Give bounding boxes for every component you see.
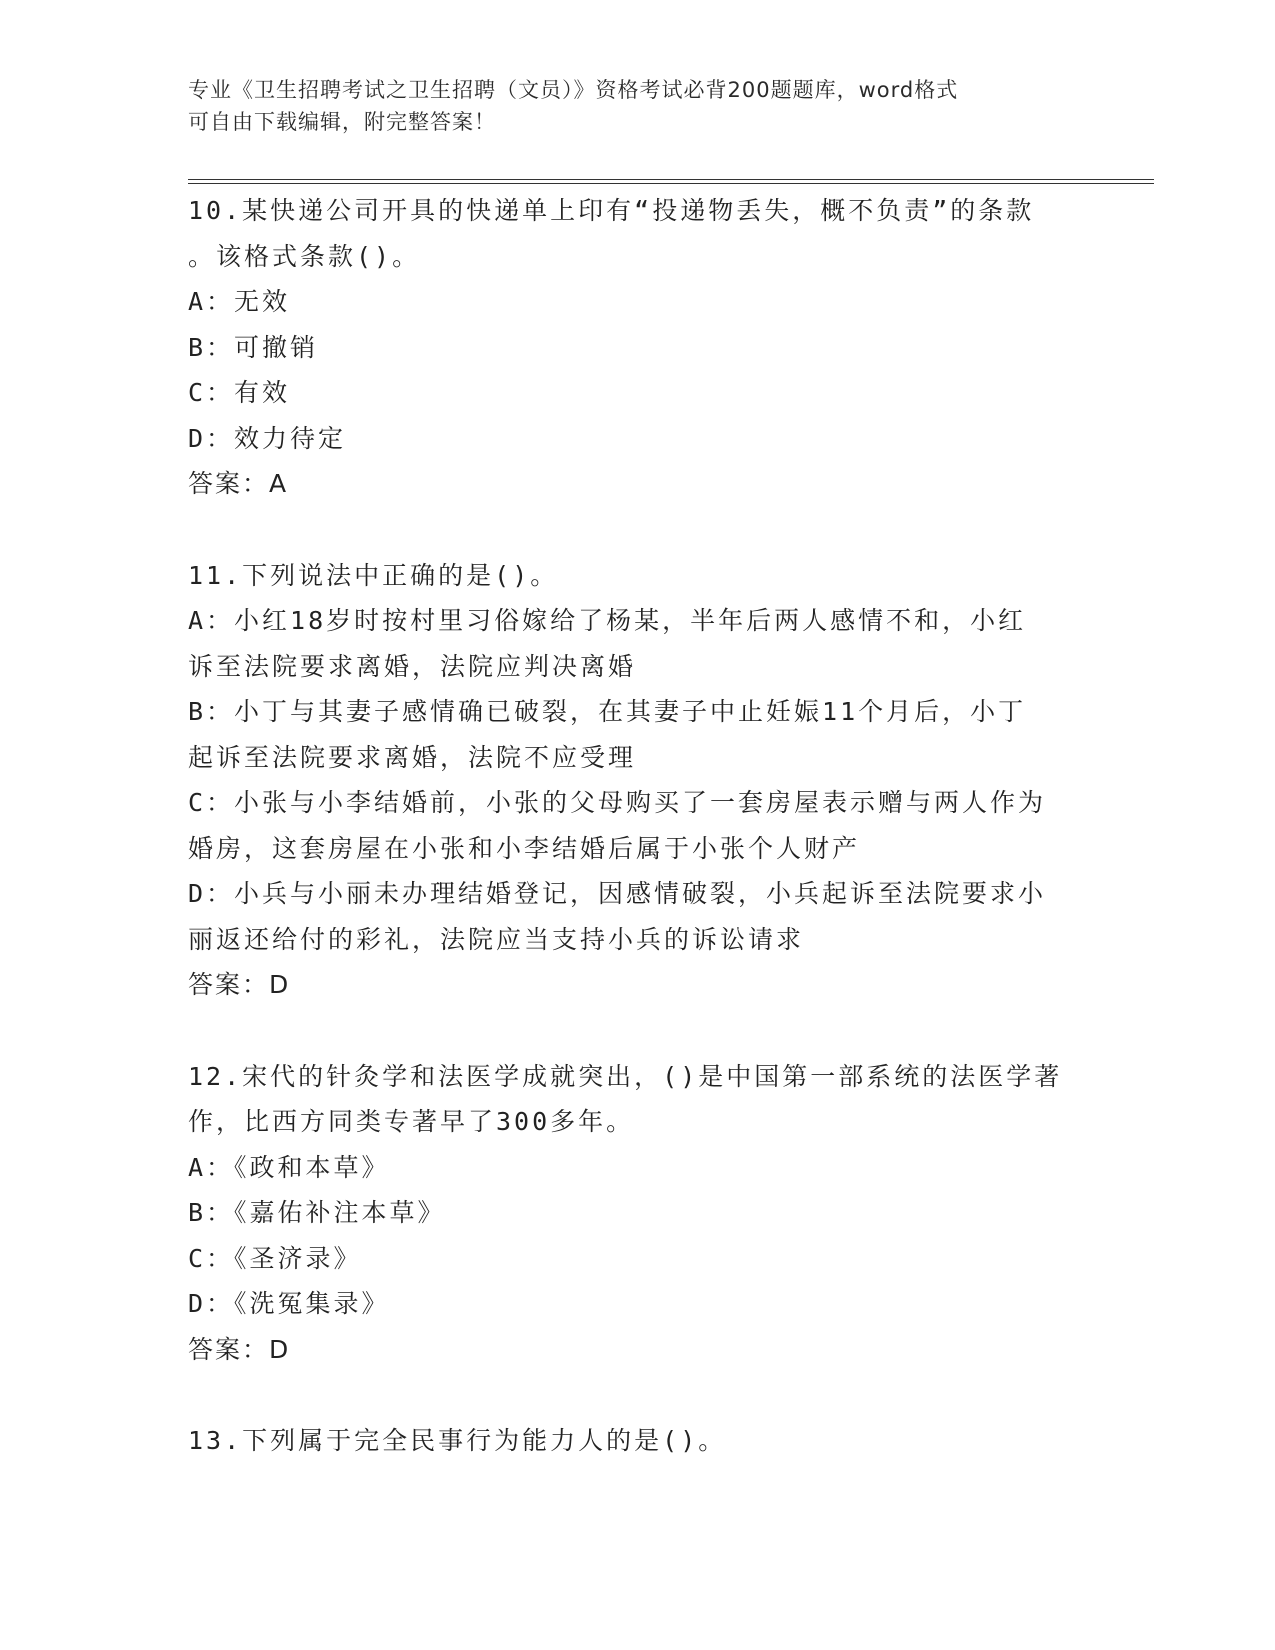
option-line: 诉至法院要求离婚，法院应判决离婚 xyxy=(188,651,637,681)
option-line: A：《政和本草》 xyxy=(188,1152,390,1182)
header-line-2: 可自由下载编辑，附完整答案！ xyxy=(188,110,496,134)
answer-line: 答案：A xyxy=(188,469,289,498)
question-stem-line: 13.下列属于完全民事行为能力人的是()。 xyxy=(188,1426,727,1455)
option-line: A：无效 xyxy=(188,287,291,316)
question-block xyxy=(188,188,1088,507)
question-stem-line: 11.下列说法中正确的是()。 xyxy=(188,560,559,590)
option-line: D：小兵与小丽未办理结婚登记，因感情破裂，小兵起诉至法院要求小 xyxy=(188,879,1047,908)
option-line: D：《洗冤集录》 xyxy=(188,1289,390,1318)
question-stem-line: 。该格式条款()。 xyxy=(188,241,421,271)
option-line: 起诉至法院要求离婚，法院不应受理 xyxy=(188,742,637,772)
question-block xyxy=(188,1054,1088,1373)
header-divider-bottom xyxy=(188,183,1154,184)
question-stem-line: 作，比西方同类专著早了300多年。 xyxy=(188,1107,635,1136)
option-line: D：效力待定 xyxy=(188,423,347,453)
answer-line: 答案：D xyxy=(188,970,291,999)
header-divider-top xyxy=(188,179,1154,180)
option-line: 婚房，这套房屋在小张和小李结婚后属于小张个人财产 xyxy=(188,833,861,863)
option-line: B：可撤销 xyxy=(188,332,319,362)
document-header xyxy=(188,74,1068,138)
header-line-1: 专业《卫生招聘考试之卫生招聘（文员）》资格考试必背200题题库，word格式 xyxy=(188,78,959,102)
answer-line: 答案：D xyxy=(188,1334,291,1364)
option-line: B：小丁与其妻子感情确已破裂，在其妻子中止妊娠11个月后，小丁 xyxy=(188,697,1027,726)
option-line: B：《嘉佑补注本草》 xyxy=(188,1198,446,1227)
question-block xyxy=(188,1418,1088,1464)
question-stem-line: 10.某快递公司开具的快递单上印有“投递物丢失，概不负责”的条款 xyxy=(188,196,1035,225)
question-list xyxy=(188,188,1088,1510)
question-block xyxy=(188,553,1088,1008)
option-line: A：小红18岁时按村里习俗嫁给了杨某，半年后两人感情不和，小红 xyxy=(188,606,1027,635)
option-line: C：有效 xyxy=(188,378,291,407)
option-line: 丽返还给付的彩礼，法院应当支持小兵的诉讼请求 xyxy=(188,924,805,954)
option-line: C：《圣济录》 xyxy=(188,1243,362,1273)
question-stem-line: 12.宋代的针灸学和法医学成就突出，()是中国第一部系统的法医学著 xyxy=(188,1061,1063,1091)
option-line: C：小张与小李结婚前，小张的父母购买了一套房屋表示赠与两人作为 xyxy=(188,788,1047,817)
